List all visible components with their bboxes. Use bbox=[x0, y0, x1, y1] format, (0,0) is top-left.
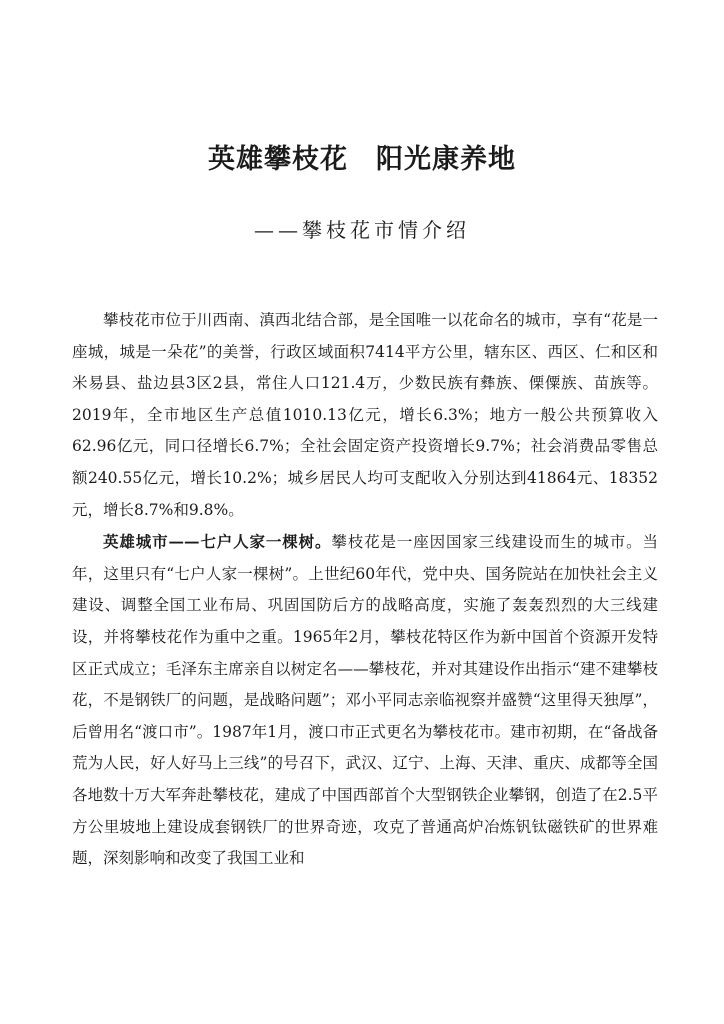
paragraph-text: 攀枝花是一座因国家三线建设而生的城市。当年，这里只有“七户人家一棵树”。上世纪60年代，党中央、国务院站在加快社会主义建设、调整全国工业布局、巩固国防后方的战略高度，实施了轰轰烈烈的大三线建设，并将攀枝花作为重中之重。1965年2月，攀枝花特区作为新中国首个资源开发特区正式成立；毛泽东主席亲自以树定名——攀枝花，并对其建设作出指示“建不建攀枝花，不是钢铁厂的问题，是战略问题”；邓小平同志亲临视察并盛赞“这里得天独厚”，后曾用名“渡口市”。1987年1月，渡口市正式更名为攀枝花市。建市初期，在“备战备荒为人民，好人好马上三线”的号召下，武汉、辽宁、上海、天津、重庆、成都等全国各地数十万大军奔赴攀枝花，建成了中国西部首个大型钢铁企业攀钢，创造了在2.5平方公里坡地上建设成套钢铁厂的世界奇迹，攻克了普通高炉冶炼钒钛磁铁矿的世界难题，深刻影响和改变了我国工业和 bbox=[72, 533, 658, 868]
paragraph-lead: 英雄城市——七户人家一棵树。 bbox=[103, 532, 332, 552]
paragraph-heroic-city bbox=[72, 526, 658, 875]
body-text bbox=[72, 305, 658, 875]
paragraph-text: 攀枝花市位于川西南、滇西北结合部，是全国唯一以花命名的城市，享有“花是一座城，城是一朵花”的美誉，行政区域面积7414平方公里，辖东区、西区、仁和区和米易县、盐边县3区2县，常住人口121.4万，少数民族有彝族、傈僳族、苗族等。2019年，全市地区生产总值1010.13亿元，增长6.3%；地方一般公共预算收入62.96亿元，同口径增长6.7%；全社会固定资产投资增长9.7%；社会消费品零售总额240.55亿元，增长10.2%；城乡居民人均可支配收入分别达到41864元、18352元，增长8.7%和9.8%。 bbox=[72, 311, 658, 519]
page-title: 英雄攀枝花 阳光康养地 bbox=[208, 144, 516, 175]
page-subtitle: ——攀枝花市情介绍 bbox=[254, 218, 470, 242]
paragraph-overview bbox=[72, 305, 658, 526]
